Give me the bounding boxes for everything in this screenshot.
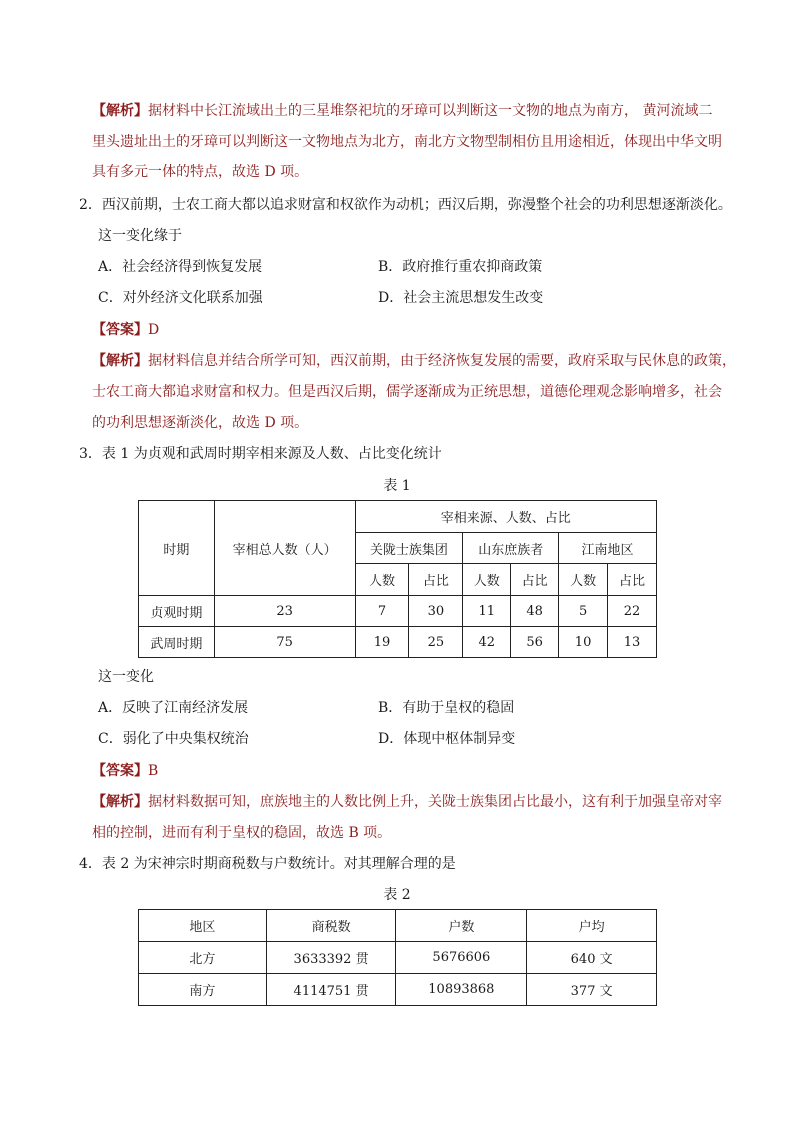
th-households: 户数 — [396, 910, 527, 942]
cell-value: 22 — [608, 596, 657, 627]
th-count: 人数 — [559, 564, 608, 596]
q2-analysis-line1 — [92, 351, 736, 371]
q2-stem-cont: 这一变化缘于 — [98, 228, 182, 244]
analysis-label: 【解析】 — [92, 103, 148, 119]
th-ratio: 占比 — [409, 564, 463, 596]
table-row — [139, 596, 657, 627]
cell-period: 武周时期 — [139, 627, 215, 658]
th-group-guanlong: 关陇士族集团 — [355, 533, 463, 564]
q1-analysis-line2: 里头遗址出土的牙璋可以判断这一文物地点为北方，南北方文物型制相仿且用途相近，体现出中华文明 — [92, 134, 722, 150]
cell-value: 56 — [511, 627, 559, 658]
th-total: 宰相总人数（人） — [214, 501, 355, 596]
q3-answer — [92, 761, 158, 781]
table-1 — [138, 500, 657, 658]
analysis-text: 据材料中长江流域出土的三星堆祭祀坑的牙璋可以判断这一文物的地点为南方， 黄河流域二 — [148, 103, 713, 119]
q4-stem: 4．表 2 为宋神宗时期商税数与户数统计。对其理解合理的是 — [79, 856, 456, 872]
q3-option-b: B．有助于皇权的稳固 — [378, 700, 515, 716]
cell-value: 7 — [355, 596, 409, 627]
q2-option-b: B．政府推行重农抑商政策 — [378, 259, 543, 275]
q3-stem: 3．表 1 为贞观和武周时期宰相来源及人数、占比变化统计 — [79, 446, 442, 462]
answer-label: 【答案】 — [92, 763, 148, 779]
q2-option-d: D．社会主流思想发生改变 — [378, 290, 544, 306]
answer-label: 【答案】 — [92, 322, 148, 338]
answer-value: B — [148, 763, 159, 779]
cell-value: 13 — [608, 627, 657, 658]
q3-option-a: A．反映了江南经济发展 — [98, 700, 249, 716]
cell-value: 19 — [355, 627, 409, 658]
cell-total: 75 — [214, 627, 355, 658]
answer-value: D — [148, 322, 160, 338]
q3-analysis-line1 — [92, 792, 722, 812]
cell-region: 北方 — [139, 942, 267, 974]
th-count: 人数 — [355, 564, 409, 596]
cell-value: 25 — [409, 627, 463, 658]
q2-option-a: A．社会经济得到恢复发展 — [98, 259, 263, 275]
q2-answer — [92, 320, 159, 340]
cell-value: 10 — [559, 627, 608, 658]
analysis-text: 据材料信息并结合所学可知，西汉前期，由于经济恢复发展的需要，政府采取与民休息的政策， — [148, 353, 736, 369]
table-row — [139, 627, 657, 658]
cell-tax: 3633392 贯 — [266, 942, 396, 974]
q2-analysis-line2: 士农工商大都追求财富和权力。但是西汉后期，儒学逐渐成为正统思想，道德伦理观念影响增多，社会 — [92, 384, 722, 400]
analysis-label: 【解析】 — [92, 353, 148, 369]
cell-households: 10893868 — [396, 974, 527, 1006]
cell-tax: 4114751 贯 — [266, 974, 396, 1006]
cell-period: 贞观时期 — [139, 596, 215, 627]
cell-per-household: 377 文 — [527, 974, 657, 1006]
th-source: 宰相来源、人数、占比 — [355, 501, 656, 533]
table1-caption: 表 1 — [383, 478, 411, 494]
q3-option-c: C．弱化了中央集权统治 — [98, 731, 249, 747]
analysis-text: 据材料数据可知，庶族地主的人数比例上升，关陇士族集团占比最小，这有利于加强皇帝对宰 — [148, 794, 722, 810]
cell-value: 48 — [511, 596, 559, 627]
th-period: 时期 — [139, 501, 215, 596]
table2-caption: 表 2 — [383, 887, 411, 903]
cell-value: 30 — [409, 596, 463, 627]
cell-total: 23 — [214, 596, 355, 627]
q2-analysis-line3: 的功利思想逐渐淡化，故选 D 项。 — [92, 415, 309, 431]
q1-analysis-line3: 具有多元一体的特点，故选 D 项。 — [92, 164, 309, 180]
q3-stem-cont: 这一变化 — [98, 669, 154, 685]
q3-option-d: D．体现中枢体制异变 — [378, 731, 516, 747]
q2-option-c: C．对外经济文化联系加强 — [98, 290, 263, 306]
cell-value: 42 — [463, 627, 511, 658]
cell-value: 11 — [463, 596, 511, 627]
th-count: 人数 — [463, 564, 511, 596]
th-group-shandong: 山东庶族者 — [463, 533, 559, 564]
q2-stem: 2．西汉前期，士农工商大都以追求财富和权欲作为动机；西汉后期，弥漫整个社会的功利思想逐渐淡化。 — [79, 197, 732, 213]
th-ratio: 占比 — [608, 564, 657, 596]
q3-analysis-line2: 相的控制，进而有利于皇权的稳固，故选 B 项。 — [92, 825, 392, 841]
cell-region: 南方 — [139, 974, 267, 1006]
cell-per-household: 640 文 — [527, 942, 657, 974]
th-tax: 商税数 — [266, 910, 396, 942]
th-ratio: 占比 — [511, 564, 559, 596]
th-region: 地区 — [139, 910, 267, 942]
table-row — [139, 974, 657, 1006]
cell-households: 5676606 — [396, 942, 527, 974]
th-per-household: 户均 — [527, 910, 657, 942]
th-group-jiangnan: 江南地区 — [559, 533, 657, 564]
table-row — [139, 942, 657, 974]
table-2 — [138, 909, 657, 1006]
cell-value: 5 — [559, 596, 608, 627]
analysis-label: 【解析】 — [92, 794, 148, 810]
q1-analysis-line1 — [92, 101, 712, 121]
